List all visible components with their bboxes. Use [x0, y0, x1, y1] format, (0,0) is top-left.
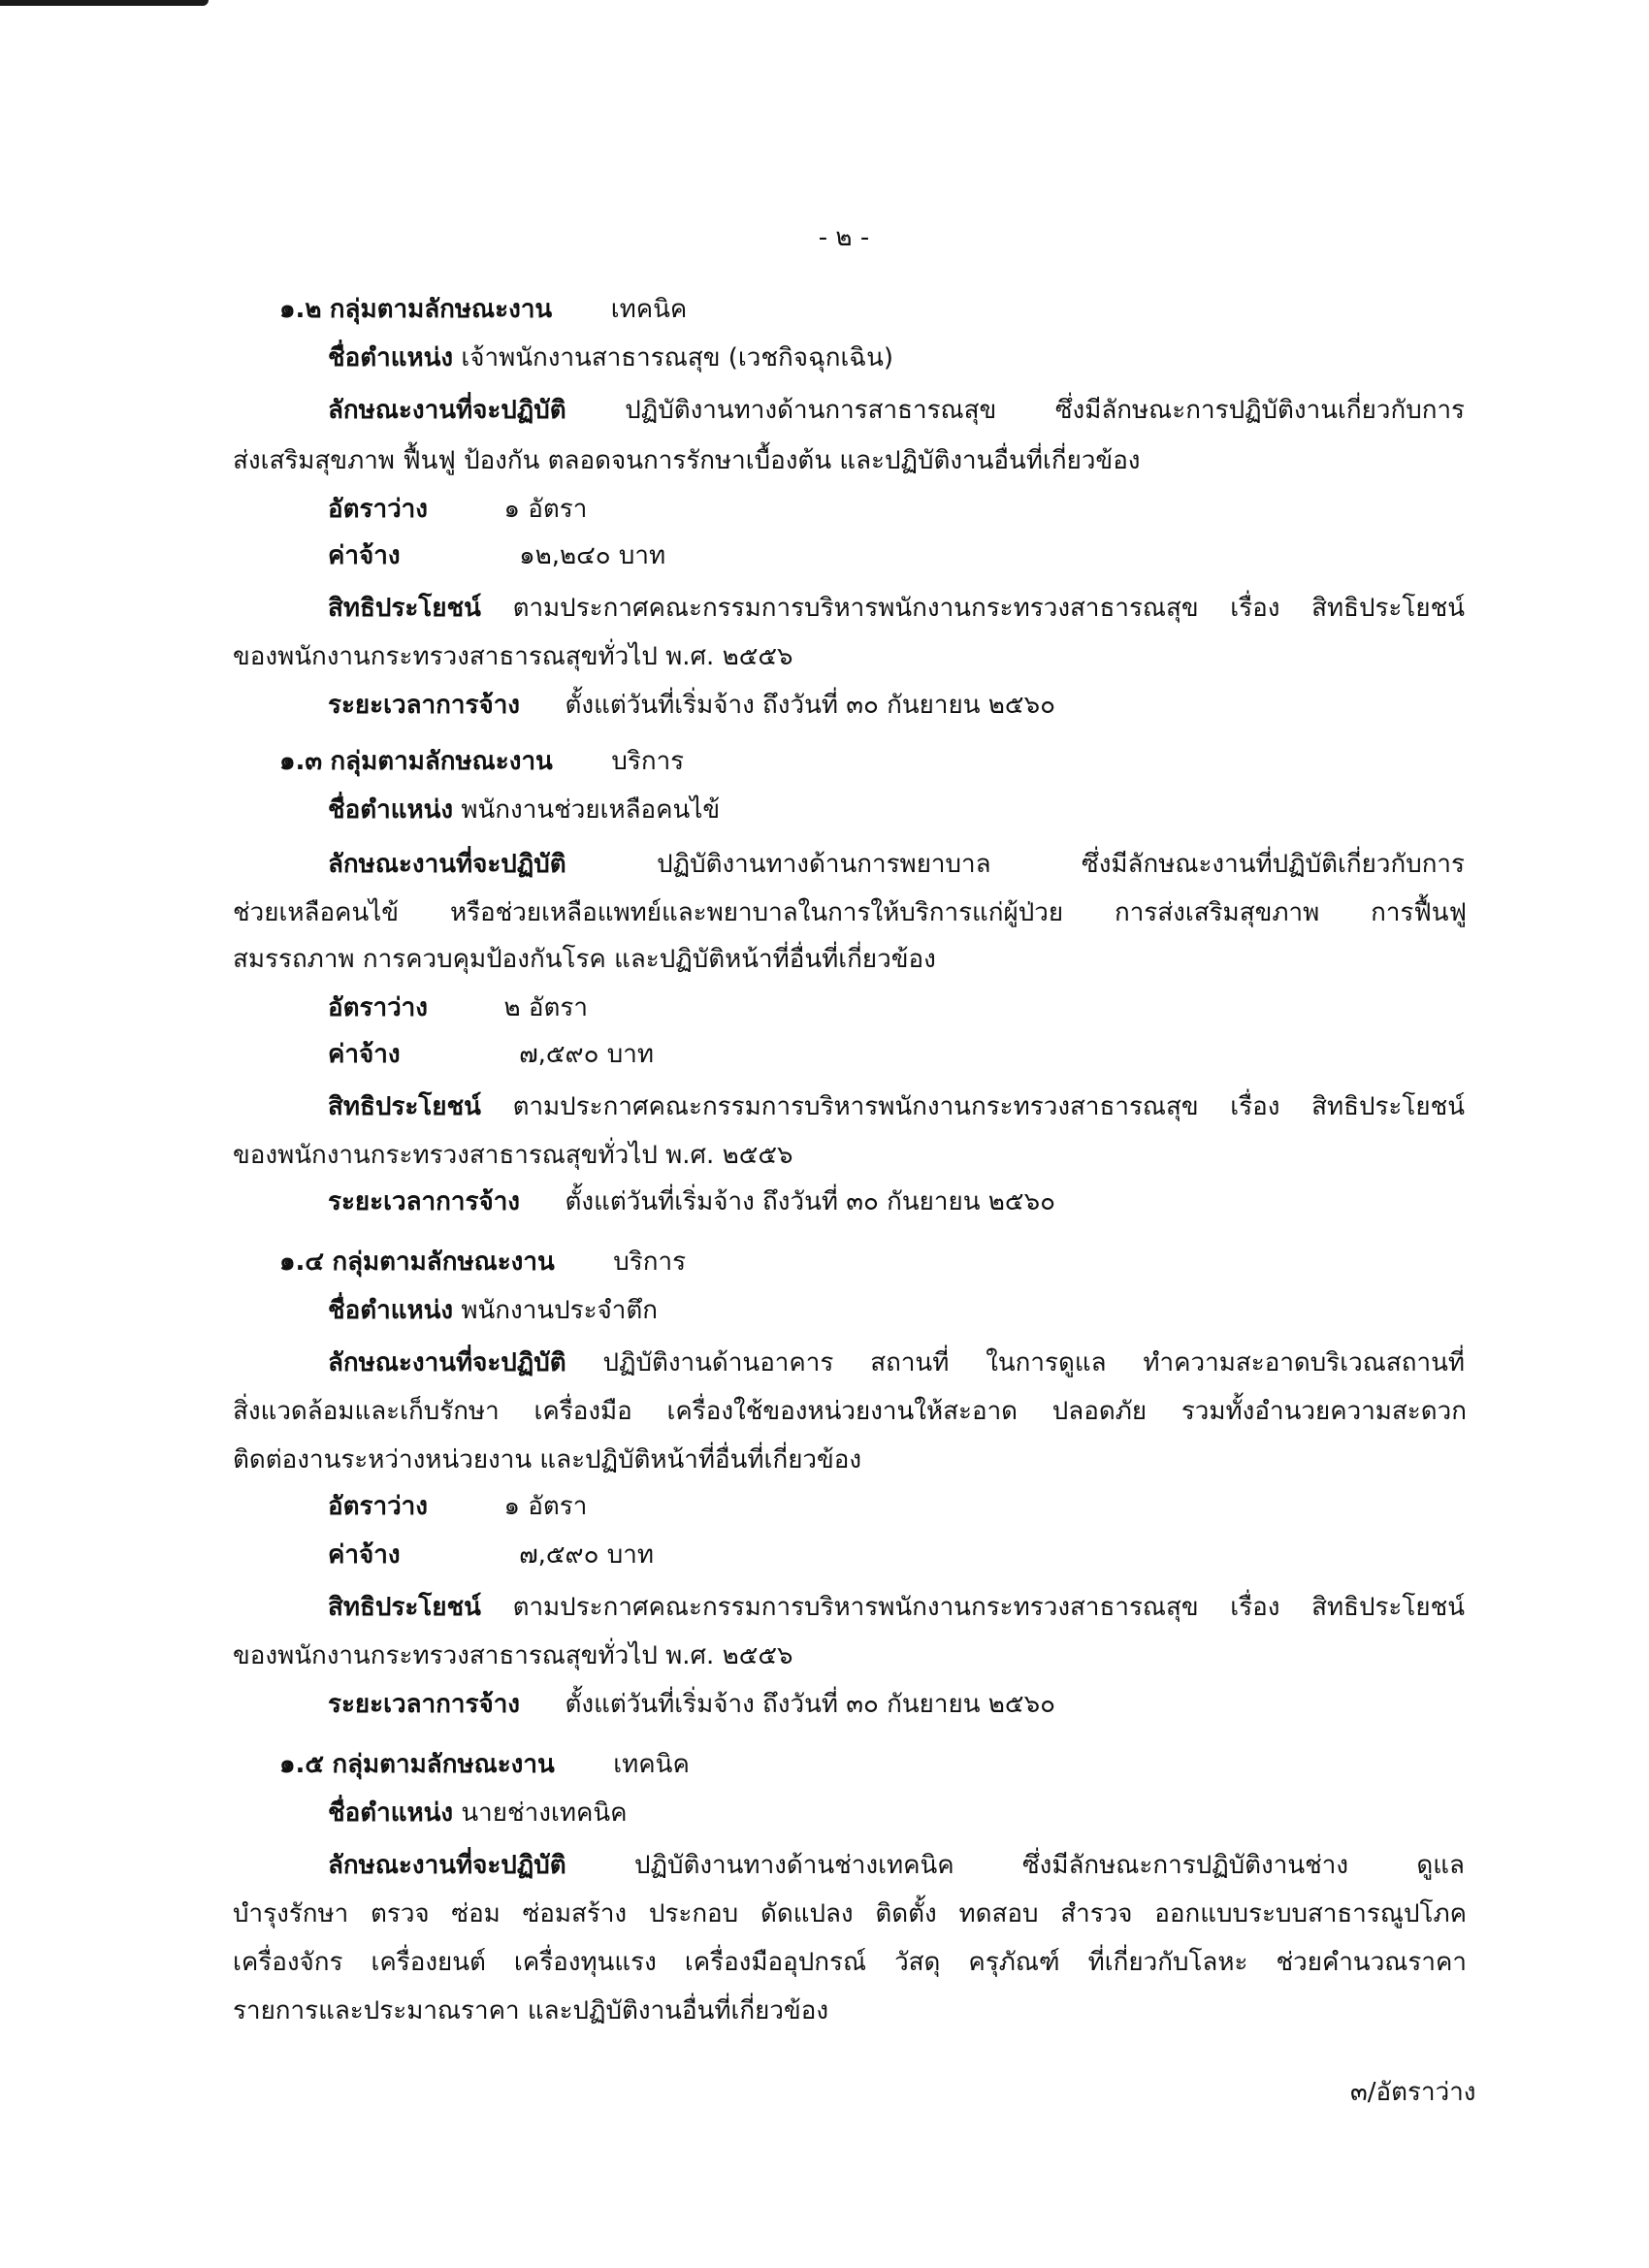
- position-label: ชื่อตำแหน่ง: [328, 1296, 454, 1325]
- section-number: ๑.๒: [279, 295, 322, 324]
- page-number: - ๒ -: [818, 223, 870, 252]
- group-value: บริการ: [611, 747, 685, 776]
- wage-row: [328, 1539, 654, 1571]
- duty-text: ปฏิบัติงานด้านอาคาร สถานที่ ในการดูแล ทำความสะอาดบริเวณสถานที่: [602, 1348, 1466, 1377]
- vacancy-value: ๒ อัตรา: [503, 993, 588, 1022]
- period-row: [328, 689, 1055, 722]
- duty-continuation: ช่วยเหลือคนไข้ หรือช่วยเหลือแพทย์และพยาบาลในการให้บริการแก่ผู้ป่วย การส่งเสริมสุขภาพ การฟื้นฟู: [233, 898, 1467, 927]
- wage-value: ๑๒,๒๔๐ บาท: [519, 541, 666, 570]
- duty-continuation: ส่งเสริมสุขภาพ ฟื้นฟู ป้องกัน ตลอดจนการรักษาเบื้องต้น และปฏิบัติงานอื่นที่เกี่ยวข้อง: [233, 446, 1141, 475]
- benefit-continuation: ของพนักงานกระทรวงสาธารณสุขทั่วไป พ.ศ. ๒๕๕๖: [233, 1641, 793, 1670]
- duty-row: [328, 848, 1465, 881]
- position-label: ชื่อตำแหน่ง: [328, 343, 454, 373]
- vacancy-label: อัตราว่าง: [328, 495, 428, 524]
- benefit-text: ตามประกาศคณะกรรมการบริหารพนักงานกระทรวงสาธารณสุข เรื่อง สิทธิประโยชน์: [512, 1593, 1466, 1622]
- period-row: [328, 1688, 1055, 1721]
- position-row: [328, 1797, 628, 1830]
- section-heading: [279, 745, 684, 778]
- duty-row: [328, 394, 1465, 427]
- position-label: ชื่อตำแหน่ง: [328, 795, 454, 825]
- scan-edge-mark: [0, 0, 209, 6]
- duty-text: ปฏิบัติงานทางด้านช่างเทคนิค ซึ่งมีลักษณะการปฏิบัติงานช่าง ดูแล: [634, 1851, 1465, 1880]
- group-value: เทคนิค: [610, 295, 688, 324]
- duty-row: [328, 1849, 1465, 1882]
- period-label: ระยะเวลาการจ้าง: [328, 1690, 520, 1719]
- period-value: ตั้งแต่วันที่เริ่มจ้าง ถึงวันที่ ๓๐ กันยายน ๒๕๖๐: [565, 1187, 1055, 1216]
- wage-row: [328, 539, 665, 572]
- benefit-continuation: ของพนักงานกระทรวงสาธารณสุขทั่วไป พ.ศ. ๒๕๕๖: [233, 642, 793, 671]
- benefit-continuation: ของพนักงานกระทรวงสาธารณสุขทั่วไป พ.ศ. ๒๕๕๖: [233, 1141, 793, 1170]
- position-row: [328, 341, 893, 374]
- period-value: ตั้งแต่วันที่เริ่มจ้าง ถึงวันที่ ๓๐ กันยายน ๒๕๖๐: [565, 691, 1055, 720]
- duty-label: ลักษณะงานที่จะปฏิบัติ: [328, 1851, 566, 1880]
- vacancy-value: ๑ อัตรา: [503, 495, 588, 524]
- wage-value: ๗,๕๙๐ บาท: [519, 1540, 654, 1570]
- wage-label: ค่าจ้าง: [328, 1040, 401, 1069]
- wage-value: ๗,๕๙๐ บาท: [519, 1040, 654, 1069]
- benefit-text: ตามประกาศคณะกรรมการบริหารพนักงานกระทรวงสาธารณสุข เรื่อง สิทธิประโยชน์: [512, 594, 1466, 623]
- group-label: กลุ่มตามลักษณะงาน: [329, 295, 553, 324]
- section-heading: [279, 293, 687, 326]
- period-value: ตั้งแต่วันที่เริ่มจ้าง ถึงวันที่ ๓๐ กันยายน ๒๕๖๐: [565, 1690, 1055, 1719]
- duty-text: ปฏิบัติงานทางด้านการสาธารณสุข ซึ่งมีลักษณะการปฏิบัติงานเกี่ยวกับการ: [625, 396, 1466, 425]
- duty-continuation: เครื่องจักร เครื่องยนต์ เครื่องทุนแรง เครื่องมืออุปกรณ์ วัสดุ ครุภัณฑ์ ที่เกี่ยวกับโลหะ ช่วยคำนวณราคา: [233, 1948, 1467, 1977]
- vacancy-value: ๑ อัตรา: [503, 1492, 588, 1521]
- vacancy-label: อัตราว่าง: [328, 1492, 428, 1521]
- wage-label: ค่าจ้าง: [328, 1540, 401, 1570]
- position-row: [328, 794, 720, 826]
- position-row: [328, 1294, 658, 1327]
- duty-continuation: ติดต่องานระหว่างหน่วยงาน และปฏิบัติหน้าที่อื่นที่เกี่ยวข้อง: [233, 1445, 862, 1474]
- duty-continuation: สิ่งแวดล้อมและเก็บรักษา เครื่องมือ เครื่องใช้ของหน่วยงานให้สะอาด ปลอดภัย รวมทั้งอำนวยความสะดวก: [233, 1397, 1467, 1426]
- vacancy-label: อัตราว่าง: [328, 993, 428, 1022]
- section-heading: [279, 1748, 690, 1781]
- section-number: ๑.๕: [279, 1750, 325, 1779]
- benefit-row: [328, 1090, 1465, 1123]
- period-label: ระยะเวลาการจ้าง: [328, 691, 520, 720]
- vacancy-row: [328, 493, 587, 526]
- duty-continuation: รายการและประมาณราคา และปฏิบัติงานอื่นที่เกี่ยวข้อง: [233, 1996, 829, 2025]
- period-row: [328, 1185, 1055, 1218]
- duty-label: ลักษณะงานที่จะปฏิบัติ: [328, 396, 566, 425]
- vacancy-row: [328, 991, 588, 1024]
- group-value: เทคนิค: [613, 1750, 690, 1779]
- next-page-reference: ๓/อัตราว่าง: [1350, 2078, 1476, 2107]
- duty-label: ลักษณะงานที่จะปฏิบัติ: [328, 850, 566, 879]
- section-number: ๑.๔: [279, 1247, 325, 1277]
- wage-row: [328, 1038, 654, 1071]
- benefit-row: [328, 592, 1465, 625]
- section-number: ๑.๓: [279, 747, 323, 776]
- duty-continuation: สมรรถภาพ การควบคุมป้องกันโรค และปฏิบัติหน้าที่อื่นที่เกี่ยวข้อง: [233, 945, 936, 974]
- position-value: นายช่างเทคนิค: [461, 1798, 628, 1828]
- group-label: กลุ่มตามลักษณะงาน: [330, 747, 553, 776]
- duty-label: ลักษณะงานที่จะปฏิบัติ: [328, 1348, 566, 1377]
- group-label: กลุ่มตามลักษณะงาน: [332, 1247, 555, 1277]
- vacancy-row: [328, 1490, 587, 1523]
- wage-label: ค่าจ้าง: [328, 541, 401, 570]
- duty-text: ปฏิบัติงานทางด้านการพยาบาล ซึ่งมีลักษณะงานที่ปฏิบัติเกี่ยวกับการ: [657, 850, 1465, 879]
- position-label: ชื่อตำแหน่ง: [328, 1798, 454, 1828]
- position-value: พนักงานช่วยเหลือคนไข้: [461, 795, 721, 825]
- period-label: ระยะเวลาการจ้าง: [328, 1187, 520, 1216]
- duty-row: [328, 1346, 1465, 1379]
- group-value: บริการ: [613, 1247, 687, 1277]
- position-value: เจ้าพนักงานสาธารณสุข (เวชกิจฉุกเฉิน): [461, 343, 893, 373]
- benefit-label: สิทธิประโยชน์: [328, 1593, 481, 1622]
- benefit-text: ตามประกาศคณะกรรมการบริหารพนักงานกระทรวงสาธารณสุข เรื่อง สิทธิประโยชน์: [512, 1092, 1466, 1121]
- benefit-label: สิทธิประโยชน์: [328, 1092, 481, 1121]
- position-value: พนักงานประจำตึก: [461, 1296, 659, 1325]
- duty-continuation: บำรุงรักษา ตรวจ ซ่อม ซ่อมสร้าง ประกอบ ดัดแปลง ติดตั้ง ทดสอบ สำรวจ ออกแบบระบบสาธารณูปโภค: [233, 1899, 1467, 1928]
- benefit-label: สิทธิประโยชน์: [328, 594, 481, 623]
- benefit-row: [328, 1591, 1465, 1624]
- section-heading: [279, 1246, 686, 1279]
- group-label: กลุ่มตามลักษณะงาน: [332, 1750, 555, 1779]
